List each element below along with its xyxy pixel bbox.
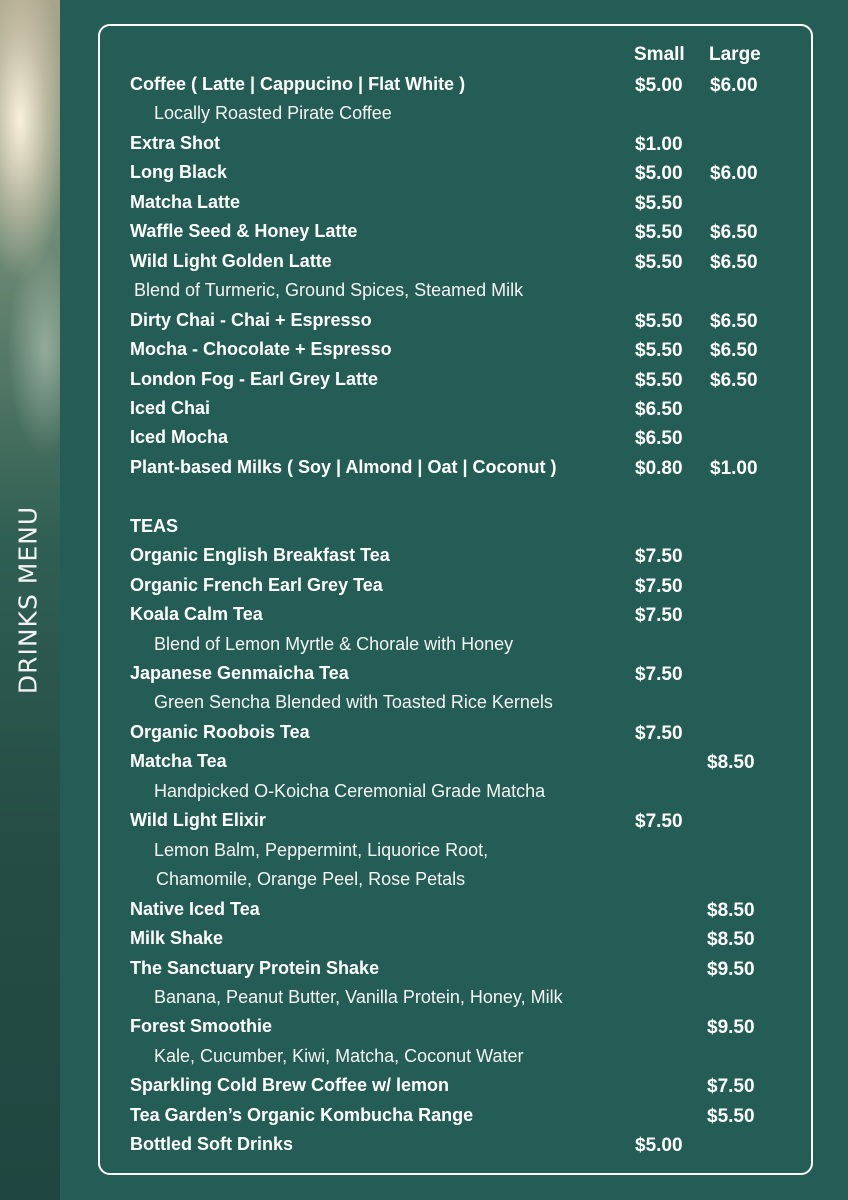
price-large: $1.00 — [710, 458, 758, 479]
price-small: $5.50 — [635, 193, 683, 214]
menu-item-row — [0, 661, 848, 690]
price-small: $5.50 — [635, 311, 683, 332]
menu-item-row — [0, 1014, 848, 1043]
menu-item-row — [0, 367, 848, 396]
price-large: $7.50 — [707, 1076, 755, 1097]
price-large: $6.50 — [710, 222, 758, 243]
price-small: $6.50 — [635, 399, 683, 420]
item-description: Blend of Lemon Myrtle & Chorale with Honey — [154, 634, 514, 654]
price-large: $6.50 — [710, 311, 758, 332]
menu-item-row — [0, 219, 848, 248]
menu-item-row — [0, 1103, 848, 1132]
menu-item-row — [0, 308, 848, 337]
price-large: $8.50 — [707, 752, 755, 773]
item-name: Coffee ( Latte | Cappucino | Flat White ) — [130, 74, 466, 94]
menu-item-row — [0, 897, 848, 926]
item-name: Wild Light Elixir — [130, 810, 266, 830]
price-large: $9.50 — [707, 1017, 755, 1038]
item-name: Organic English Breakfast Tea — [130, 545, 390, 565]
side-title: DRINKS MENU — [13, 505, 43, 695]
price-small: $7.50 — [635, 811, 683, 832]
price-small: $7.50 — [635, 576, 683, 597]
menu-item-row — [0, 543, 848, 572]
item-name: Extra Shot — [130, 133, 221, 153]
price-small: $1.00 — [635, 134, 683, 155]
item-description: Blend of Turmeric, Ground Spices, Steamed Milk — [134, 280, 524, 300]
item-name: Sparkling Cold Brew Coffee w/ lemon — [130, 1075, 450, 1095]
price-large: $6.50 — [710, 252, 758, 273]
item-description: Lemon Balm, Peppermint, Liquorice Root, — [154, 840, 489, 860]
item-description-row — [0, 867, 848, 896]
item-name: Dirty Chai - Chai + Espresso — [130, 310, 372, 330]
item-name: Tea Garden’s Organic Kombucha Range — [130, 1105, 474, 1125]
price-small: $5.00 — [635, 163, 683, 184]
item-name: Mocha - Chocolate + Espresso — [130, 339, 392, 359]
item-description: Kale, Cucumber, Kiwi, Matcha, Coconut Water — [154, 1046, 524, 1066]
price-small: $5.50 — [635, 252, 683, 273]
menu-item-row — [0, 720, 848, 749]
price-small: $5.50 — [635, 222, 683, 243]
menu-item-row — [0, 602, 848, 631]
item-name: Long Black — [130, 162, 228, 182]
item-name: London Fog - Earl Grey Latte — [130, 369, 379, 389]
price-small: $5.00 — [635, 1135, 683, 1156]
menu-item-row — [0, 956, 848, 985]
item-description-row — [0, 690, 848, 719]
item-name: The Sanctuary Protein Shake — [130, 958, 380, 978]
item-name: Milk Shake — [130, 928, 224, 948]
item-name: Wild Light Golden Latte — [130, 251, 332, 271]
price-large: $6.00 — [710, 163, 758, 184]
item-name: Native Iced Tea — [130, 899, 260, 919]
menu-item-row — [0, 249, 848, 278]
price-large: $9.50 — [707, 959, 755, 980]
item-description: Green Sencha Blended with Toasted Rice Kernels — [154, 692, 553, 712]
price-small: $7.50 — [635, 664, 683, 685]
menu-item-row — [0, 926, 848, 955]
price-large: $8.50 — [707, 900, 755, 921]
price-small: $0.80 — [635, 458, 683, 479]
price-large: $6.50 — [710, 340, 758, 361]
item-description: Banana, Peanut Butter, Vanilla Protein, Honey, Milk — [154, 987, 563, 1007]
menu-item-row — [0, 396, 848, 425]
item-name: Organic Roobois Tea — [130, 722, 310, 742]
section-heading: TEAS — [130, 516, 179, 536]
item-name: Koala Calm Tea — [130, 604, 263, 624]
price-large: $8.50 — [707, 929, 755, 950]
menu-item-row — [0, 808, 848, 837]
item-name: Japanese Genmaicha Tea — [130, 663, 349, 683]
menu-item-row — [0, 190, 848, 219]
item-name: Matcha Tea — [130, 751, 227, 771]
price-large: $6.00 — [710, 75, 758, 96]
item-description-row — [0, 985, 848, 1014]
item-description: Locally Roasted Pirate Coffee — [154, 103, 392, 123]
item-description: Handpicked O-Koicha Ceremonial Grade Matcha — [154, 781, 546, 801]
price-large: $5.50 — [707, 1106, 755, 1127]
price-small: $5.50 — [635, 340, 683, 361]
menu-item-row — [0, 337, 848, 366]
item-description-row — [0, 101, 848, 130]
item-name: Bottled Soft Drinks — [130, 1134, 294, 1154]
item-description: Chamomile, Orange Peel, Rose Petals — [156, 869, 466, 889]
menu-item-row — [0, 131, 848, 160]
item-description-row — [0, 632, 848, 661]
item-name: Matcha Latte — [130, 192, 241, 212]
item-description-row — [0, 278, 848, 307]
small-column-header: Small — [634, 44, 685, 65]
menu-item-row — [0, 1132, 848, 1161]
item-name: Forest Smoothie — [130, 1016, 273, 1036]
item-name: Iced Mocha — [130, 427, 229, 447]
section-heading-row — [0, 514, 848, 543]
price-small: $7.50 — [635, 546, 683, 567]
menu-item-row — [0, 72, 848, 101]
spacer-row — [0, 484, 848, 513]
price-small: $6.50 — [635, 428, 683, 449]
item-description-row — [0, 779, 848, 808]
item-description-row — [0, 838, 848, 867]
large-column-header: Large — [709, 44, 761, 65]
menu-item-row — [0, 425, 848, 454]
menu-item-row — [0, 573, 848, 602]
price-small: $5.50 — [635, 370, 683, 391]
price-small: $5.00 — [635, 75, 683, 96]
price-large: $6.50 — [710, 370, 758, 391]
menu-item-row — [0, 749, 848, 778]
menu-item-row — [0, 160, 848, 189]
item-name: Waffle Seed & Honey Latte — [130, 221, 358, 241]
item-name: Organic French Earl Grey Tea — [130, 575, 383, 595]
item-name: Iced Chai — [130, 398, 211, 418]
item-name: Plant-based Milks ( Soy | Almond | Oat | Coconut ) — [130, 457, 557, 477]
menu-item-row — [0, 455, 848, 484]
price-small: $7.50 — [635, 605, 683, 626]
item-description-row — [0, 1044, 848, 1073]
menu-item-row — [0, 1073, 848, 1102]
price-small: $7.50 — [635, 723, 683, 744]
